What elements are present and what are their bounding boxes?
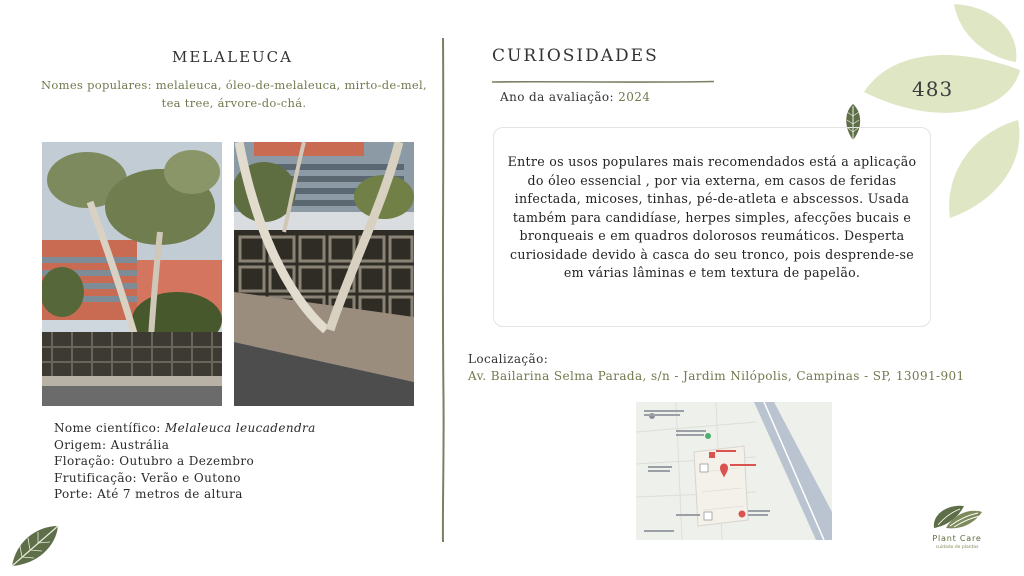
leaf-icon-corner bbox=[8, 522, 62, 570]
logo-tagline: cuidado de plantas bbox=[935, 545, 979, 550]
scientific-name-value: Melaleuca leucadendra bbox=[164, 421, 316, 435]
scientific-name-row bbox=[54, 420, 316, 437]
page-number: 483 bbox=[912, 77, 954, 101]
tree-photo-1 bbox=[42, 142, 222, 406]
curiosity-text: Entre os usos populares mais recomendados está a aplicação do óleo essencial , por via externa, em casos de feridas infectada, micoses, tinhas, pé-de-atleta e abscessos. Usada também para candidíase, herpes simples, afecções bucais e bronqueais e em quadros dolorosos reumáticos. Desperta curiosidade devido à casca do seu tronco, pois desprende-se em várias lâminas e tem textura de papelão. bbox=[507, 154, 917, 280]
column-divider bbox=[441, 38, 445, 542]
fruiting-row: Frutificação: Verão e Outono bbox=[54, 470, 241, 485]
curiosities-title: CURIOSIDADES bbox=[492, 46, 659, 66]
plant-care-logo bbox=[928, 500, 984, 532]
location-map[interactable] bbox=[636, 402, 832, 540]
size-row: Porte: Até 7 metros de altura bbox=[54, 487, 243, 501]
location-label: Localização: bbox=[468, 352, 549, 366]
plant-title: MELALEUCA bbox=[172, 48, 293, 66]
evaluation-year bbox=[500, 90, 650, 104]
title-underline bbox=[492, 69, 714, 73]
location-address: Av. Bailarina Selma Parada, s/n - Jardim Nilópolis, Campinas - SP, 13091-901 bbox=[468, 369, 965, 383]
flowering-row: Floração: Outubro a Dezembro bbox=[54, 454, 255, 468]
popular-names: Nomes populares: melaleuca, óleo-de-melaleuca, mirto-de-mel, tea tree, árvore-do-chá. bbox=[41, 78, 427, 110]
year-label: Ano da avaliação: bbox=[500, 90, 614, 104]
logo-name: Plant Care bbox=[932, 534, 982, 543]
scientific-name-label: Nome científico: bbox=[54, 421, 161, 435]
tree-photo-2 bbox=[234, 142, 414, 406]
origin-row: Origem: Austrália bbox=[54, 437, 170, 452]
year-value: 2024 bbox=[618, 90, 651, 104]
plant-facts bbox=[54, 420, 316, 503]
